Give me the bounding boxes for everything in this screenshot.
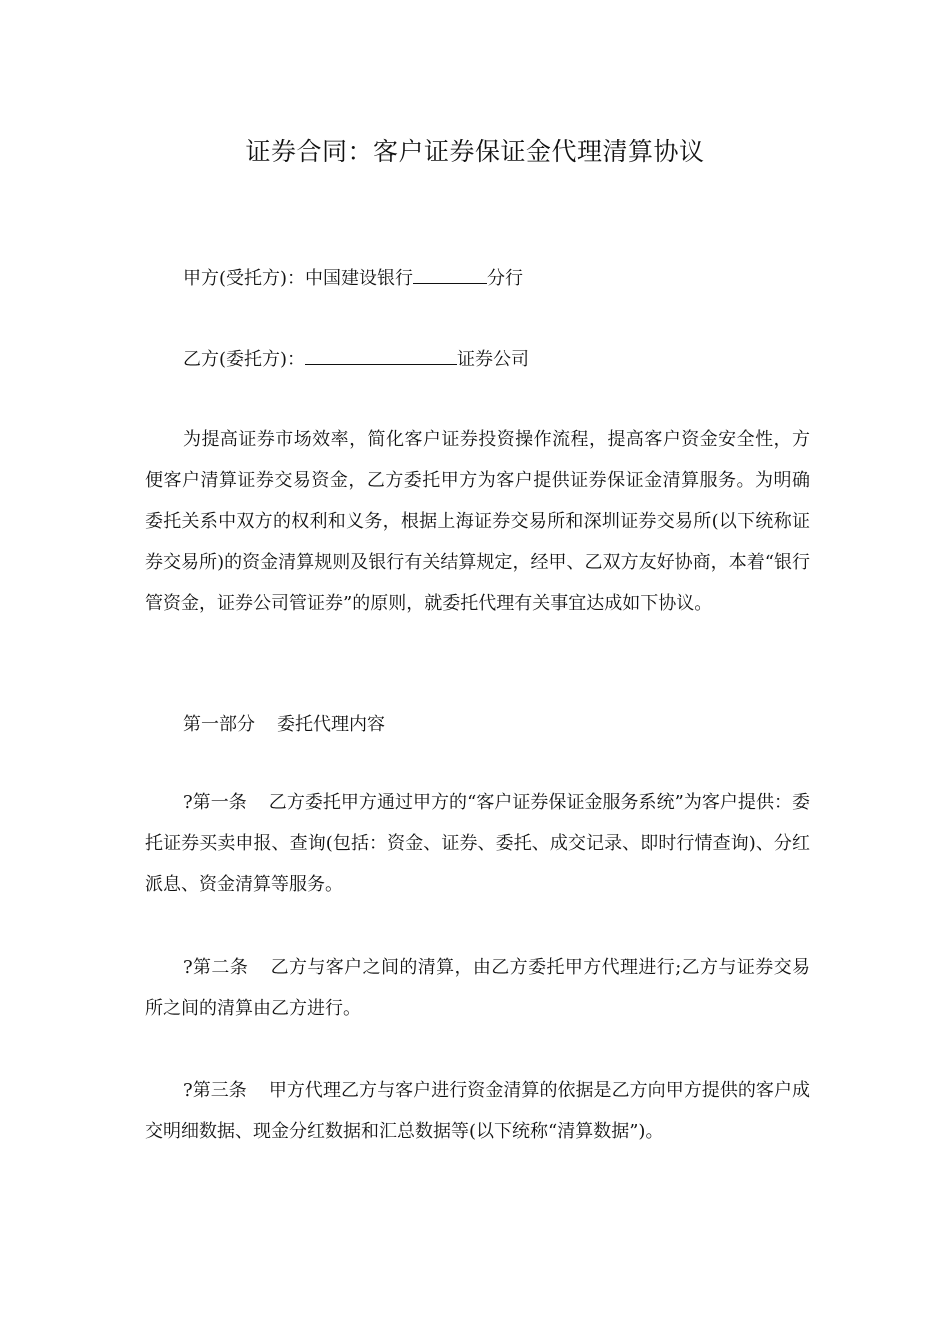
article-2-text: 乙方与客户之间的清算，由乙方委托甲方代理进行;乙方与证券交易所之间的清算由乙方进行。 bbox=[145, 957, 810, 1019]
article-3-label: ?第三条 bbox=[183, 1080, 247, 1101]
party-b-suffix: 证券公司 bbox=[457, 349, 530, 370]
party-b-line bbox=[183, 344, 529, 373]
article-3-text: 甲方代理乙方与客户进行资金清算的依据是乙方向甲方提供的客户成交明细数据、现金分红数据和汇总数据等(以下统称“清算数据”)。 bbox=[145, 1080, 810, 1142]
party-b-blank bbox=[305, 344, 457, 365]
article-3 bbox=[145, 1070, 810, 1152]
article-1-label: ?第一条 bbox=[183, 792, 247, 813]
article-1-text: 乙方委托甲方通过甲方的“客户证券保证金服务系统”为客户提供：委托证券买卖申报、查询(包括：资金、证券、委托、成交记录、即时行情查询)、分红派息、资金清算等服务。 bbox=[145, 792, 810, 895]
party-a-blank bbox=[413, 263, 487, 284]
part-heading bbox=[183, 712, 385, 738]
party-a-prefix: 甲方(受托方)：中国建设银行 bbox=[183, 268, 414, 289]
article-2 bbox=[145, 947, 810, 1029]
article-2-label: ?第二条 bbox=[183, 957, 249, 978]
preamble-paragraph: 为提高证券市场效率，简化客户证券投资操作流程，提高客户资金安全性，方便客户清算证券交易资金，乙方委托甲方为客户提供证券保证金清算服务。为明确委托关系中双方的权利和义务，根据上海证券交易所和深圳证券交易所(以下统称证券交易所)的资金清算规则及银行有关结算规定，经甲、乙双方友好协商，本着“银行管资金，证券公司管证券”的原则，就委托代理有关事宜达成如下协议。 bbox=[145, 429, 810, 614]
part-title: 委托代理内容 bbox=[277, 714, 385, 735]
party-a-suffix: 分行 bbox=[487, 268, 524, 289]
part-label: 第一部分 bbox=[183, 714, 255, 735]
party-b-prefix: 乙方(委托方)： bbox=[183, 349, 306, 370]
party-a-line bbox=[183, 263, 523, 292]
article-1 bbox=[145, 782, 810, 905]
document-title: 证券合同：客户证券保证金代理清算协议 bbox=[245, 137, 705, 166]
